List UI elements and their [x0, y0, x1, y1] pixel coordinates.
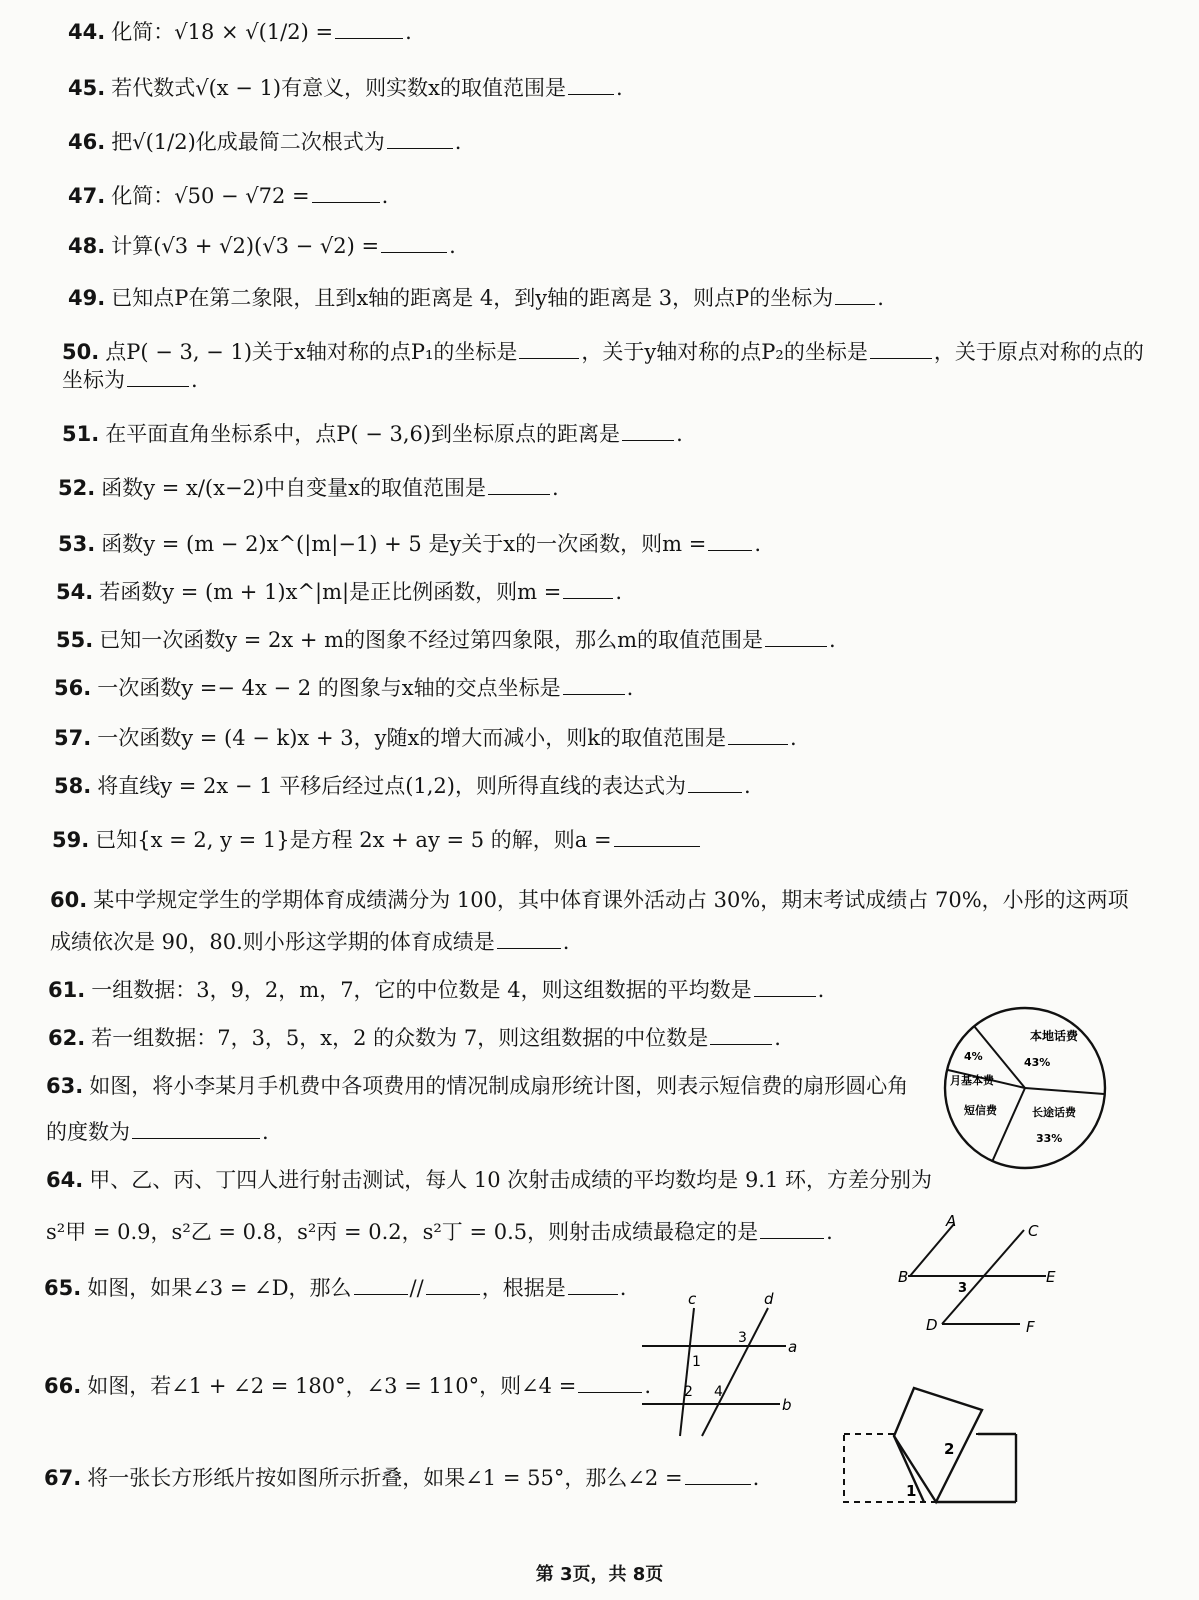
pie-divider — [1025, 1088, 1104, 1094]
angle-2-label: 2 — [684, 1384, 693, 1400]
question-number: 46. — [68, 130, 106, 154]
question-text: 若函数y = (m + 1)x^|m|是正比例函数，则m = — [99, 580, 562, 604]
angle-3-label: 3 — [738, 1330, 747, 1346]
answer-blank[interactable] — [568, 74, 614, 95]
question-text: 函数y = x/(x−2)中自变量x的取值范围是 — [101, 476, 486, 500]
pie-label-local: 本地话费 — [1030, 1029, 1079, 1043]
question-number: 63. — [46, 1074, 84, 1098]
question-number: 64. — [46, 1168, 84, 1192]
label-b: B — [898, 1268, 909, 1286]
question-54: 54. 若函数y = (m + 1)x^|m|是正比例函数，则m = . — [56, 580, 622, 604]
question-number: 61. — [48, 978, 86, 1002]
answer-blank[interactable] — [563, 578, 613, 599]
question-text: 已知{x = 2, y = 1}是方程 2x + ay = 5 的解，则a = — [95, 828, 612, 852]
answer-blank[interactable] — [754, 976, 816, 997]
question-number: 54. — [56, 580, 94, 604]
pie-pct-base: 4% — [964, 1050, 983, 1063]
question-65: 65. 如图，如果∠3 = ∠D，那么 // ，根据是 . — [44, 1276, 627, 1300]
page-footer: 第 3页，共 8页 — [535, 1564, 664, 1585]
question-text: 如图，将小李某月手机费中各项费用的情况制成扇形统计图，则表示短信费的扇形圆心角 — [89, 1074, 909, 1098]
answer-blank[interactable] — [728, 724, 788, 745]
question-number: 55. — [56, 628, 94, 652]
question-text: 化简：√50 − √72 = — [111, 184, 310, 208]
question-number: 51. — [62, 422, 100, 446]
question-number: 66. — [44, 1374, 82, 1398]
question-number: 52. — [58, 476, 96, 500]
question-text: 在平面直角坐标系中，点P( − 3,6)到坐标原点的距离是 — [105, 422, 621, 446]
answer-blank[interactable] — [132, 1118, 260, 1139]
question-number: 56. — [54, 676, 92, 700]
label-a: a — [788, 1338, 798, 1356]
question-51: 51. 在平面直角坐标系中，点P( − 3,6)到坐标原点的距离是 . — [62, 422, 683, 446]
pie-label-base: 月基本费 — [950, 1074, 994, 1087]
question-number: 60. — [50, 888, 88, 912]
figure-65 — [896, 1212, 1066, 1342]
question-number: 48. — [68, 234, 106, 258]
answer-blank[interactable] — [426, 1274, 480, 1295]
answer-blank[interactable] — [835, 284, 875, 305]
label-d: D — [926, 1316, 938, 1334]
angle-3-label: 3 — [958, 1281, 968, 1296]
question-number: 58. — [54, 774, 92, 798]
question-50-line2: 坐标为 . — [62, 368, 198, 392]
question-50 — [62, 338, 1144, 366]
question-text: 已知一次函数y = 2x + m的图象不经过第四象限，那么m的取值范围是 — [99, 628, 763, 652]
angle-4-label: 4 — [714, 1384, 723, 1400]
question-64 — [46, 1166, 932, 1194]
question-number: 45. — [68, 76, 106, 100]
question-63 — [46, 1072, 908, 1100]
question-52: 52. 函数y = x/(x−2)中自变量x的取值范围是 . — [58, 476, 559, 500]
question-text: ，关于y轴对称的点P₂的坐标是 — [581, 340, 868, 364]
question-number: 65. — [44, 1276, 82, 1300]
pie-divider — [992, 1088, 1025, 1162]
question-67: 67. 将一张长方形纸片按如图所示折叠，如果∠1 = 55°，那么∠2 = . — [44, 1466, 760, 1490]
label-a: A — [946, 1212, 957, 1230]
pie-chart-figure — [940, 1006, 1110, 1170]
angle-1-label: 1 — [692, 1354, 701, 1370]
line-d — [702, 1308, 768, 1436]
question-62: 62. 若一组数据：7，3，5，x，2 的众数为 7，则这组数据的中位数是 . — [48, 1026, 781, 1050]
question-text: 甲、乙、丙、丁四人进行射击测试，每人 10 次射击成绩的平均数均是 9.1 环，方差分别为 — [89, 1168, 933, 1192]
answer-blank[interactable] — [578, 1372, 642, 1393]
question-number: 44. — [68, 20, 106, 44]
label-c: C — [1028, 1222, 1039, 1240]
question-57: 57. 一次函数y = (4 − k)x + 3，y随x的增大而减小，则k的取值范围是 . — [54, 726, 797, 750]
label-b: b — [782, 1396, 792, 1414]
question-58: 58. 将直线y = 2x − 1 平移后经过点(1,2)，则所得直线的表达式为 . — [54, 774, 751, 798]
question-text: 若一组数据：7，3，5，x，2 的众数为 7，则这组数据的中位数是 — [91, 1026, 709, 1050]
answer-blank[interactable] — [519, 338, 579, 359]
question-63-line2: 的度数为 . — [46, 1120, 269, 1144]
question-55: 55. 已知一次函数y = 2x + m的图象不经过第四象限，那么m的取值范围是 . — [56, 628, 836, 652]
question-text: ，根据是 — [481, 1276, 566, 1300]
answer-blank[interactable] — [622, 420, 674, 441]
answer-blank[interactable] — [381, 232, 447, 253]
question-text: 一次函数y =− 4x − 2 的图象与x轴的交点坐标是 — [97, 676, 561, 700]
question-48: 48. 计算(√3 + √2)(√3 − √2) = . — [68, 234, 456, 258]
question-number: 49. — [68, 286, 106, 310]
angle-1-label: 1 — [906, 1482, 917, 1500]
question-text: 化简：√18 × √(1/2) = — [111, 20, 334, 44]
answer-blank[interactable] — [497, 928, 561, 949]
question-text: 如图，若∠1 + ∠2 = 180°，∠3 = 110°，则∠4 = — [87, 1374, 577, 1398]
question-text: 一组数据：3，9，2，m，7，它的中位数是 4，则这组数据的平均数是 — [91, 978, 752, 1002]
question-text: s²甲 = 0.9，s²乙 = 0.8，s²丙 = 0.2，s²丁 = 0.5，则射击成绩最稳定的是 — [46, 1220, 759, 1244]
question-59 — [52, 826, 702, 854]
question-number: 59. — [52, 828, 90, 852]
label-c: c — [688, 1290, 697, 1308]
question-text: 函数y = (m − 2)x^(|m|−1) + 5 是y关于x的一次函数，则m = — [101, 532, 707, 556]
pie-pct-long: 33% — [1036, 1132, 1063, 1145]
figure-67 — [840, 1386, 1020, 1506]
label-f: F — [1026, 1318, 1035, 1336]
answer-blank[interactable] — [335, 18, 403, 39]
question-number: 67. — [44, 1466, 82, 1490]
label-d: d — [764, 1290, 774, 1308]
question-66: 66. 如图，若∠1 + ∠2 = 180°，∠3 = 110°，则∠4 = . — [44, 1374, 651, 1398]
answer-blank[interactable] — [127, 366, 189, 387]
question-text: 的度数为 — [46, 1120, 130, 1144]
question-53: 53. 函数y = (m − 2)x^(|m|−1) + 5 是y关于x的一次函数，则m = . — [58, 532, 762, 556]
line-ab — [910, 1224, 954, 1276]
answer-blank[interactable] — [614, 826, 700, 847]
question-number: 62. — [48, 1026, 86, 1050]
question-text: 将直线y = 2x − 1 平移后经过点(1,2)，则所得直线的表达式为 — [97, 774, 686, 798]
question-number: 47. — [68, 184, 106, 208]
question-text: 把√(1/2)化成最简二次根式为 — [111, 130, 385, 154]
answer-blank[interactable] — [760, 1218, 824, 1239]
question-text: 坐标为 — [62, 368, 125, 392]
question-text: 计算(√3 + √2)(√3 − √2) = — [111, 234, 380, 258]
question-number: 50. — [62, 340, 100, 364]
question-text: 一次函数y = (4 − k)x + 3，y随x的增大而减小，则k的取值范围是 — [97, 726, 727, 750]
pie-label-sms: 短信费 — [964, 1104, 997, 1117]
answer-blank[interactable] — [688, 772, 742, 793]
question-45: 45. 若代数式√(x − 1)有意义，则实数x的取值范围是 . — [68, 76, 623, 100]
answer-blank[interactable] — [387, 128, 453, 149]
question-56: 56. 一次函数y =− 4x − 2 的图象与x轴的交点坐标是 . — [54, 676, 634, 700]
answer-blank[interactable] — [708, 530, 752, 551]
question-text: 已知点P在第二象限，且到x轴的距离是 4，到y轴的距离是 3，则点P的坐标为 — [111, 286, 834, 310]
answer-blank[interactable] — [870, 338, 932, 359]
answer-blank[interactable] — [685, 1464, 751, 1485]
pie-label-long: 长途话费 — [1032, 1106, 1076, 1119]
question-text: 若代数式√(x − 1)有意义，则实数x的取值范围是 — [111, 76, 566, 100]
angle-2-label: 2 — [944, 1440, 955, 1458]
pie-pct-local: 43% — [1024, 1056, 1051, 1069]
answer-blank[interactable] — [563, 674, 625, 695]
question-text: 成绩依次是 90，80.则小彤这学期的体育成绩是 — [50, 930, 495, 954]
answer-blank[interactable] — [354, 1274, 408, 1295]
question-61: 61. 一组数据：3，9，2，m，7，它的中位数是 4，则这组数据的平均数是 . — [48, 978, 825, 1002]
label-e: E — [1046, 1268, 1056, 1286]
question-49: 49. 已知点P在第二象限，且到x轴的距离是 4，到y轴的距离是 3，则点P的坐标为 . — [68, 286, 884, 310]
question-46: 46. 把√(1/2)化成最简二次根式为 . — [68, 130, 462, 154]
question-text: 将一张长方形纸片按如图所示折叠，如果∠1 = 55°，那么∠2 = — [87, 1466, 683, 1490]
question-number: 53. — [58, 532, 96, 556]
question-60-line2: 成绩依次是 90，80.则小彤这学期的体育成绩是 . — [50, 930, 570, 954]
question-60 — [50, 886, 1129, 914]
question-47: 47. 化简：√50 − √72 = . — [68, 184, 389, 208]
answer-blank[interactable] — [488, 474, 550, 495]
question-text: 点P( − 3, − 1)关于x轴对称的点P₁的坐标是 — [105, 340, 518, 364]
answer-blank[interactable] — [568, 1274, 618, 1295]
line-c — [680, 1308, 694, 1436]
question-44: 44. 化简：√18 × √(1/2) = . — [68, 20, 412, 44]
answer-blank[interactable] — [312, 182, 380, 203]
parallel-symbol: // — [409, 1276, 424, 1300]
question-64-line2: s²甲 = 0.9，s²乙 = 0.8，s²丙 = 0.2，s²丁 = 0.5，则射击成绩最稳定的是 . — [46, 1220, 833, 1244]
question-text: 如图，如果∠3 = ∠D，那么 — [87, 1276, 352, 1300]
figure-66 — [640, 1290, 810, 1440]
answer-blank[interactable] — [765, 626, 827, 647]
question-text: ，关于原点对称的点的 — [933, 340, 1144, 364]
question-text: 某中学规定学生的学期体育成绩满分为 100，其中体育课外活动占 30%，期末考试成绩占 70%，小彤的这两项 — [93, 888, 1129, 912]
question-number: 57. — [54, 726, 92, 750]
answer-blank[interactable] — [710, 1024, 772, 1045]
